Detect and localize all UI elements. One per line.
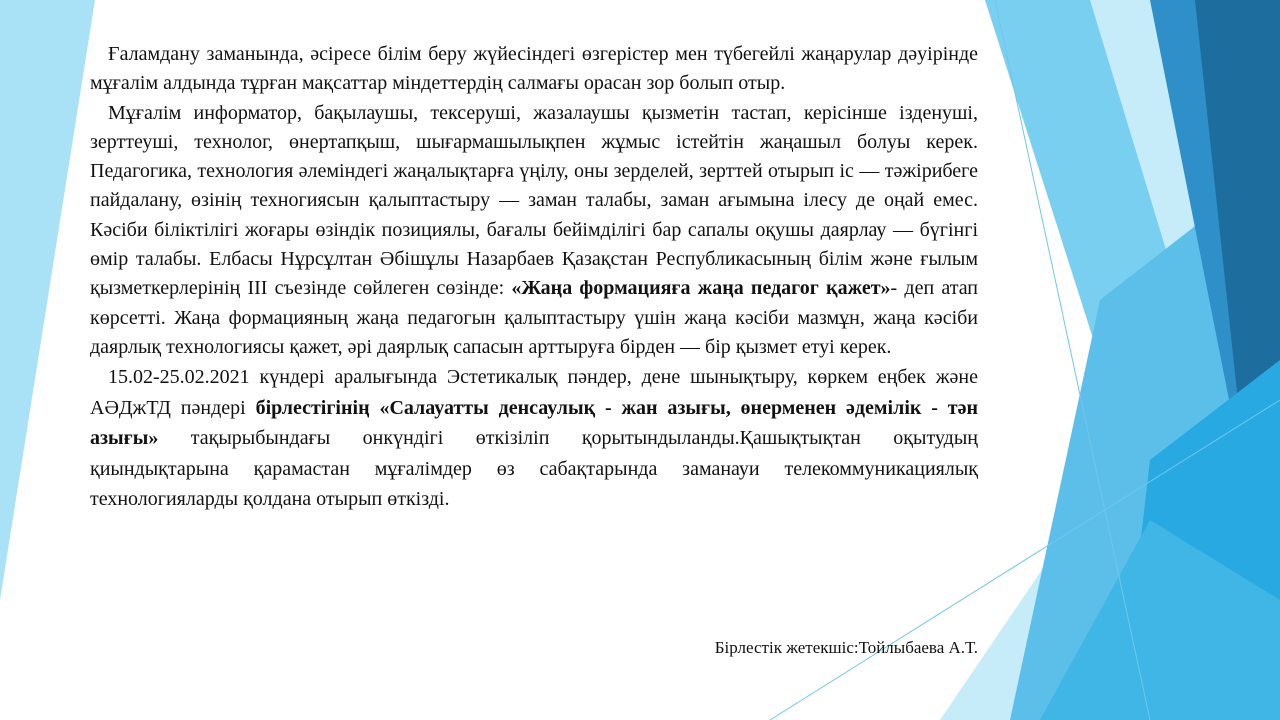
paragraph-2 [90, 99, 978, 363]
paragraph-1: Ғаламдану заманында, әсіресе білім беру жүйесіндегі өзгерістер мен түбегейлі жаңарулар дәуірінде мұғалім алдында тұрған мақсаттар міндеттердің салмағы орасан зор болып отыр. [90, 43, 978, 95]
paragraph-2-bold-quote: «Жаңа формацияға жаңа педагог қажет» [511, 277, 891, 300]
paragraph-3-bold-title: бірлестігінің «Салауатты денсаулық - жан азығы, өнерменен әдемілік - тән азығы» [90, 396, 979, 450]
left-accent-shape [0, 0, 95, 600]
paragraph-3-text-before: 15.02-25.02.2021 күндері аралығында Эстетикалық пәндер, дене шынықтыру, көркем еңбек және АӘДжТД пәндері [90, 366, 978, 419]
text-body [90, 40, 978, 515]
paragraph-2-text-before: Мұғалім информатор, бақылаушы, тексеруші, жазалаушы қызметін тастап, керісінше ізденуші, зерттеуші, технолог, өнертапқыш, шығармашылықпен жұмыс істейтін жаңашыл болуы керек. Педагогика, технология әлеміндегі жаңалықтарға үңілу, оны зерделей, зерттей отырып іс — тәжірибеге пайдалану, өзінің техногиясын қалыптастыру — заман талабы, заман ағымына ілесу де оңай емес. Кәсіби біліктілігі жоғары өзіндік позициялы, бағалы бейімділігі бар сапалы оқушы даярлау — бүгінгі өмір талабы. Елбасы Нұрсұлтан Әбішұлы Назарбаев Қазақстан Республикасының білім және ғылым қызметкерлерінің ІІІ съезінде сөйлеген сөзінде: [90, 101, 978, 300]
paragraph-3 [90, 362, 978, 515]
paragraph-3-text-after: тақырыбындағы онкүндігі өткізіліп қорытындыланды.Қашықтықтан оқытудың қиындықтарына қарамастан мұғалімдер өз сабақтарында заманауи телекоммуникациялық технологияларды қолдана отырып өткізді. [90, 427, 978, 511]
paragraph-2-text-after: - деп атап көрсетті. Жаңа формацияның жаңа педагогын қалыптастыру үшін жаңа кәсіби мазмұн, жаңа кәсіби даярлық технологиясы қажет, әрі даярлық сапасын арттыруға бірден — бір қызмет етуі керек. [90, 277, 979, 358]
signature: Бірлестік жетекшіс:Тойлыбаева А.Т. [714, 638, 978, 657]
